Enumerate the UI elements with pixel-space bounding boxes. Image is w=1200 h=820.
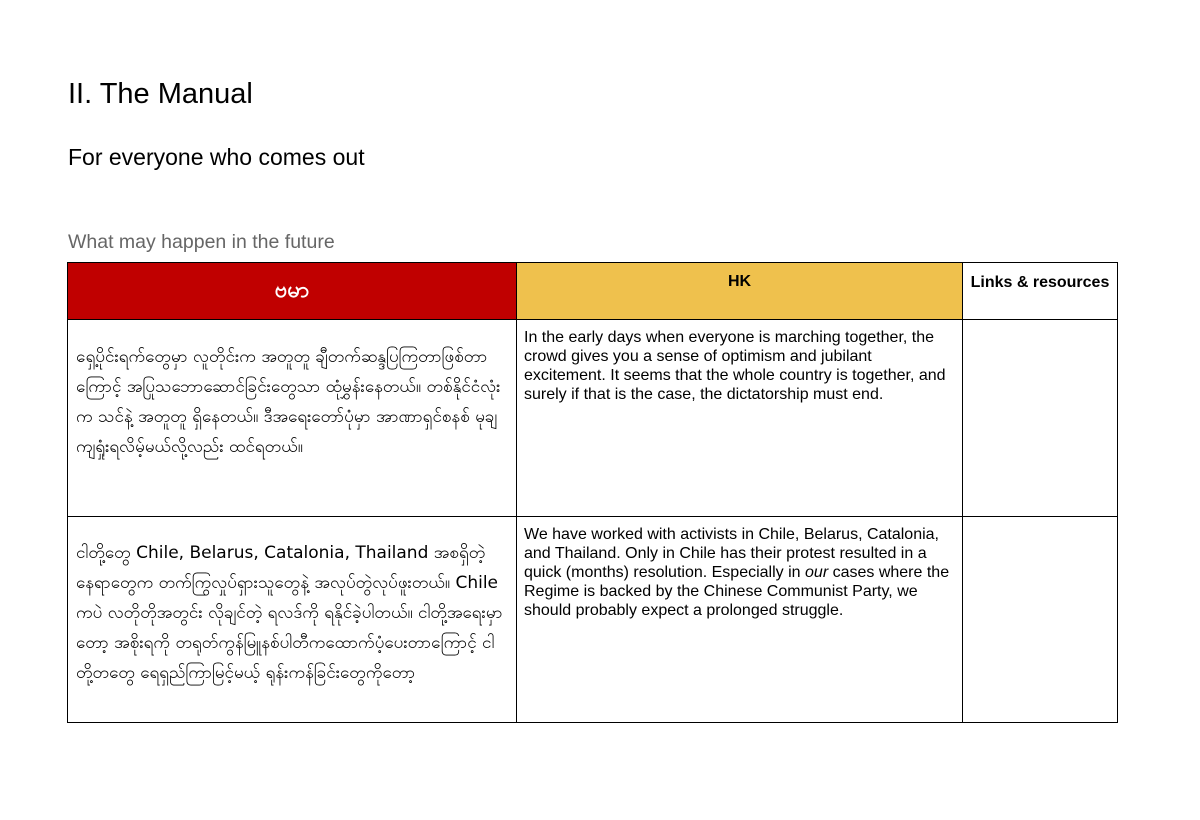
header-label-links: Links & resources [970, 274, 1110, 291]
section-title: II. The Manual [68, 78, 253, 110]
header-cell-burmese [68, 263, 517, 320]
cell-links [963, 517, 1118, 723]
header-label-hk: HK [727, 273, 752, 290]
cell-links [963, 320, 1118, 517]
table-caption: What may happen in the future [68, 231, 335, 253]
cell-hk [517, 320, 963, 517]
cell-hk-text-part: cases where the Regime is backed by the Chinese Communist Party, we should probably expect a prolonged struggle. [524, 564, 950, 619]
cell-burmese [68, 320, 517, 517]
cell-hk [517, 517, 963, 723]
cell-burmese-text: ငါတို့တွေ Chile, Belarus, Catalonia, Thailand အစရှိတဲ့ နေရာတွေက တက်ကြွလှုပ်ရှားသူတွေနဲ့ အလုပ်တွဲလုပ်ဖူးတယ်။ Chile ကပဲ လတိုတိုအတွင်း လိုချင်တဲ့ ရလဒ်ကို ရနိုင်ခဲ့ပါတယ်။ ငါတို့အရေးမှာတော့ အစိုးရကို တရုတ်ကွန်မြူနစ်ပါတီကထောက်ပံ့ပေးတာကြောင့် ငါတို့တတွေ ရေရှည်ကြာမြင့်မယ့် ရုန်းကန်ခြင်းတွေကိုတော့ [76, 543, 503, 683]
header-label-burmese: ဗမာ [274, 276, 310, 302]
manual-table [67, 262, 1118, 723]
cell-burmese [68, 517, 517, 723]
table-row [68, 517, 1118, 723]
header-cell-links [963, 263, 1118, 320]
cell-hk-text: In the early days when everyone is marching together, the crowd gives you a sense of optimism and jubilant excitement. It seems that the whole country is together, and surely if that is the case, the dictatorship must end. [524, 329, 946, 403]
section-subtitle: For everyone who comes out [68, 144, 365, 170]
table-row [68, 320, 1118, 517]
cell-hk-emphasis: our [805, 564, 829, 581]
header-cell-hk [517, 263, 963, 320]
table-header-row [68, 263, 1118, 320]
cell-hk-text [517, 517, 962, 620]
cell-hk-text-part: We have worked with activists in Chile, Belarus, Catalonia, and Thailand. Only in Chile has their protest resulted in a quick (months) resolution. Especially in [524, 526, 939, 581]
cell-burmese-text: ရှေ့ပိုင်းရက်တွေမှာ လူတိုင်းက အတူတူ ချီတက်ဆန္ဒပြကြတာဖြစ်တာကြောင့် အပြုသဘောဆောင်ခြင်းတွေသာ ထုံမွှန်းနေတယ်။ တစ်နိုင်ငံလုံးက သင်နဲ့ အတူတူ ရှိနေတယ်။ ဒီအရေးတော်ပုံမှာ အာဏာရှင်စနစ် မုချကျရှုံးရလိမ့်မယ်လို့လည်း ထင်ရတယ်။ [76, 347, 501, 457]
